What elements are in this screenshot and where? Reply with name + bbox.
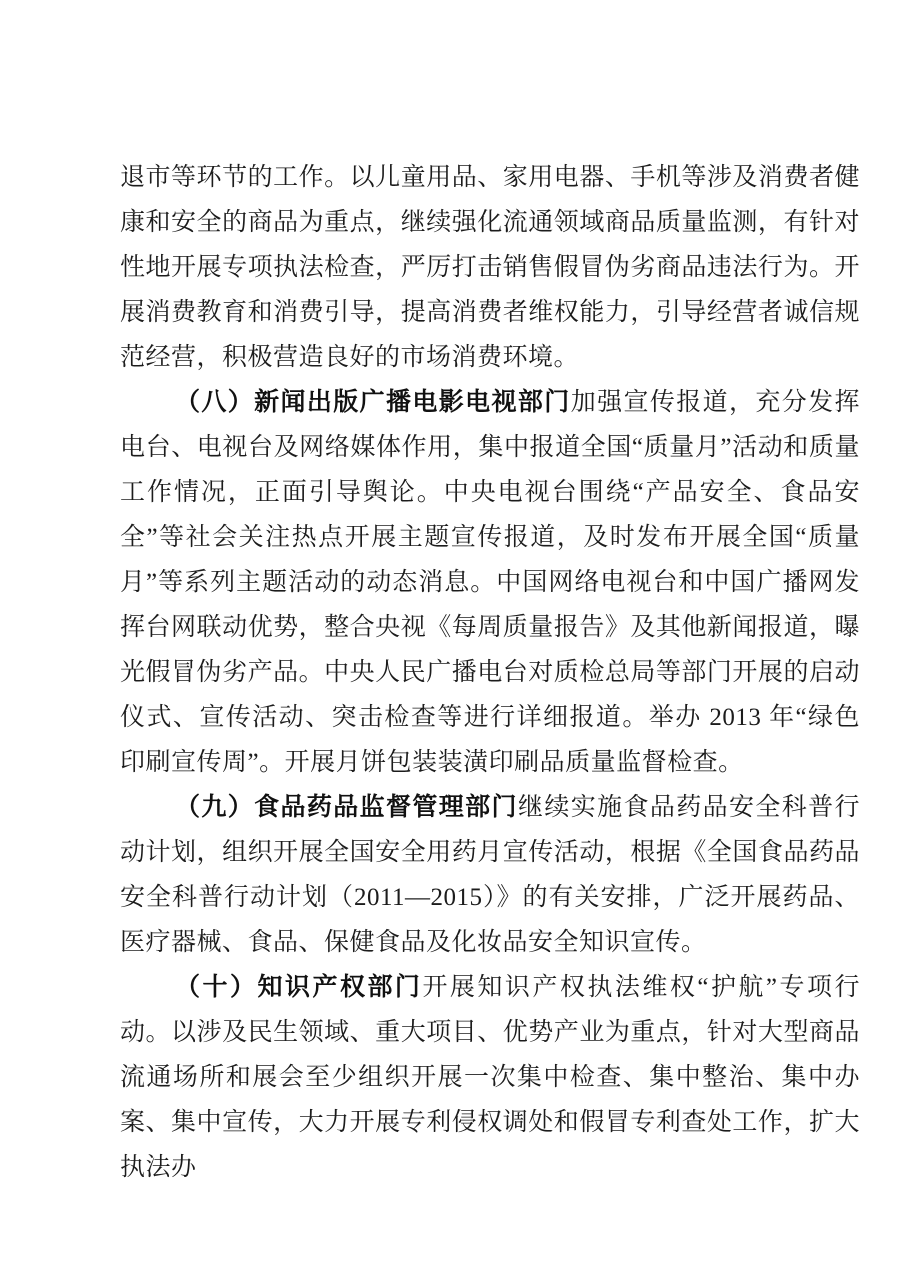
paragraph-text: 退市等环节的工作。以儿童用品、家用电器、手机等涉及消费者健康和安全的商品为重点，继续强化流通领域商品质量监测，有针对性地开展专项执法检查，严厉打击销售假冒伪劣商品违法行为。开展消费教育和消费引导，提高消费者维权能力，引导经营者诚信规范经营，积极营造良好的市场消费环境。: [120, 164, 860, 371]
paragraph-text: 加强宣传报道，充分发挥电台、电视台及网络媒体作用，集中报道全国“质量月”活动和质量工作情况，正面引导舆论。中央电视台围绕“产品安全、食品安全”等社会关注热点开展主题宣传报道，及时发布开展全国“质量月”等系列主题活动的动态消息。中国网络电视台和中国广播网发挥台网联动优势，整合央视《每周质量报告》及其他新闻报道，曝光假冒伪劣产品。中央人民广播电台对质检总局等部门开展的启动仪式、宣传活动、突击检查等进行详细报道。举办 2013 年“绿色印刷宣传周”。开展月饼包装装潢印刷品质量监督检查。: [120, 389, 860, 776]
document-text-block: [120, 155, 860, 1190]
paragraph-text: 继续实施食品药品安全科普行动计划，组织开展全国安全用药月宣传活动，根据《全国食品药品安全科普行动计划（2011—2015）》的有关安排，广泛开展药品、医疗器械、食品、保健食品及化妆品安全知识宣传。: [120, 794, 860, 956]
section-8-heading: （八）新闻出版广播电影电视部门: [175, 389, 571, 416]
paragraph-section-10: [120, 965, 860, 1190]
paragraph-continuation: [120, 155, 860, 380]
paragraph-section-8: [120, 380, 860, 785]
paragraph-text: 开展知识产权执法维权“护航”专项行动。以涉及民生领域、重大项目、优势产业为重点，针对大型商品流通场所和展会至少组织开展一次集中检查、集中整治、集中办案、集中宣传，大力开展专利侵权调处和假冒专利查处工作，扩大执法办: [120, 974, 860, 1181]
section-10-heading: （十）知识产权部门: [175, 974, 423, 1001]
paragraph-section-9: [120, 785, 860, 965]
section-9-heading: （九）食品药品监督管理部门: [175, 794, 518, 821]
